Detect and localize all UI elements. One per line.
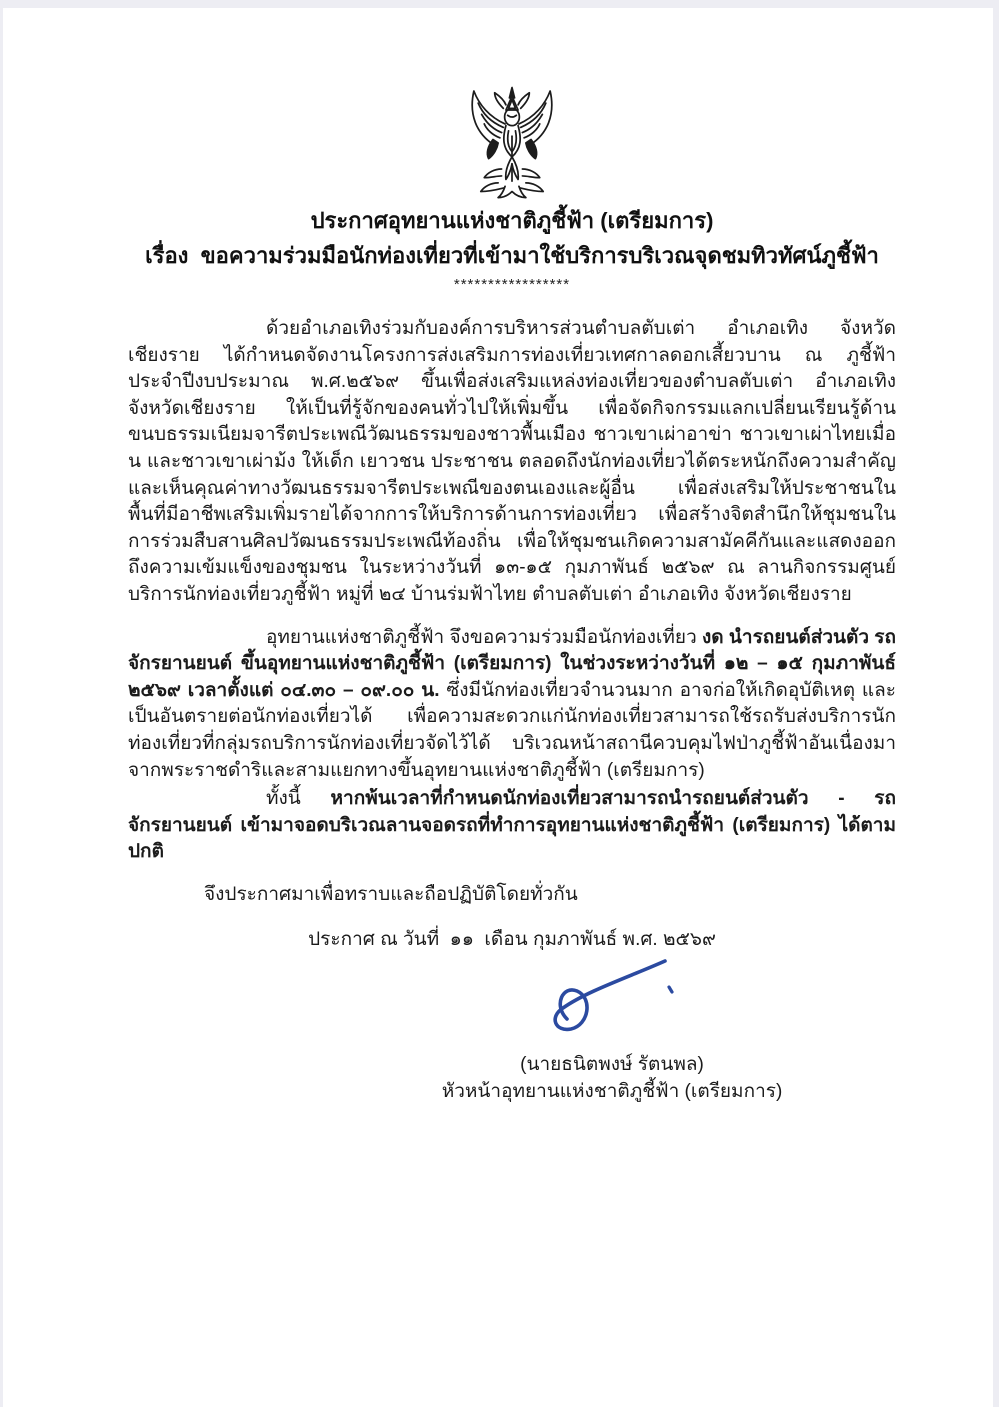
garuda-emblem-icon xyxy=(460,84,564,202)
paragraph-2-lead: อุทยานแห่งชาติภูชี้ฟ้า จึงขอความร่วมมือนักท่องเที่ยว xyxy=(266,626,703,648)
handwritten-signature xyxy=(537,953,687,1049)
asterisk-divider: ***************** xyxy=(453,276,571,293)
paragraph-2-bold: งด นำรถยนต์ส่วนตัว รถจักรยานยนต์ ขึ้นอุทยานแห่งชาติภูชี้ฟ้า (เตรียมการ) ในช่วงระหว่างวันที่ ๑๒ – ๑๕ กุมภาพันธ์ ๒๕๖๙ เวลาตั้งแต่ ๐๔.๓๐ – ๐๙.๐๐ น. xyxy=(128,626,897,701)
paragraph-2-tail: ซึ่งมีนักท่องเที่ยวจำนวนมาก อาจก่อให้เกิดอุบัติเหตุ และเป็นอันตรายต่อนักท่องเที่ยวได้ เพื่อความสะดวกแก่นักท่องเที่ยวสามารถใช้รถรับส่งบริการนักท่องเที่ยวที่กลุ่มรถบริการนักท่องเที่ยวจัดไว้ได้ บริเวณหน้าสถานีควบคุมไฟป่าภูชี้ฟ้าอันเนื่องมาจากพระราชดำริและสามแยกทางขึ้นอุทยานแห่งชาติภูชี้ฟ้า (เตรียมการ) xyxy=(128,679,896,781)
paragraph-background xyxy=(128,316,896,609)
paragraph-exception xyxy=(128,786,896,866)
announcement-page xyxy=(3,8,993,1407)
closing-statement: จึงประกาศมาเพื่อทราบและถือปฏิบัติโดยทั่วกัน xyxy=(204,883,578,905)
paragraph-1-text: ด้วยอำเภอเทิงร่วมกับองค์การบริหารส่วนตำบลตับเต่า อำเภอเทิง จังหวัดเชียงราย ได้กำหนดจัดงานโครงการส่งเสริมการท่องเที่ยวเทศกาลดอกเสี้ยวบาน ณ ภูชี้ฟ้า ประจำปีงบประมาณ พ.ศ.๒๕๖๙ ขึ้นเพื่อส่งเสริมแหล่งท่องเที่ยวของตำบลตับเต่า อำเภอเทิง จังหวัดเชียงราย ให้เป็นที่รู้จักของคนทั่วไปให้เพิ่มขึ้น เพื่อจัดกิจกรรมแลกเปลี่ยนเรียนรู้ด้านขนบธรรมเนียมจารีตประเพณีวัฒนธรรมของชาวพื้นเมือง ชาวเขาเผ่าอาข่า ชาวเขาเผ่าไทยเมื่อน และชาวเขาเผ่าม้ง ให้เด็ก เยาวชน ประชาชน ตลอดถึงนักท่องเที่ยวได้ตระหนักถึงความสำคัญและเห็นคุณค่าทางวัฒนธรรมจารีตประเพณีของตนเองและผู้อื่น เพื่อส่งเสริมให้ประชาชนในพื้นที่มีอาชีพเสริมเพิ่มรายได้จากการให้บริการด้านการท่องเที่ยว เพื่อสร้างจิตสำนึกให้ชุมชนในการร่วมสืบสานศิลปวัฒนธรรมประเพณีท้องถิ่น เพื่อให้ชุมชนเกิดความสามัคคีกันและแสดงออกถึงความเข้มแข็งของชุมชน ในระหว่างวันที่ ๑๓-๑๕ กุมภาพันธ์ ๒๕๖๙ ณ ลานกิจกรรมศูนย์บริการนักท่องเที่ยวภูชี้ฟ้า หมู่ที่ ๒๔ บ้านร่มฟ้าไทย ตำบลตับเต่า อำเภอเทิง จังหวัดเชียงราย xyxy=(128,318,896,605)
announcement-title: ประกาศอุทยานแห่งชาติภูชี้ฟ้า (เตรียมการ) xyxy=(310,208,714,233)
paragraph-request xyxy=(128,625,896,785)
paragraph-3-lead: ทั้งนี้ xyxy=(266,788,331,810)
signer-name: (นายธนิตพงษ์ รัตนพล) xyxy=(520,1054,704,1076)
announcement-subject: เรื่อง ขอความร่วมมือนักท่องเที่ยวที่เข้ามาใช้บริการบริเวณจุดชมทิวทัศน์ภูชี้ฟ้า xyxy=(145,243,879,268)
announcement-date: ประกาศ ณ วันที่ ๑๑ เดือน กุมภาพันธ์ พ.ศ. ๒๕๖๙ xyxy=(308,929,716,951)
signer-position: หัวหน้าอุทยานแห่งชาติภูชี้ฟ้า (เตรียมการ) xyxy=(441,1081,783,1103)
signature-block xyxy=(392,953,832,1106)
paragraph-3-bold: หากพ้นเวลาที่กำหนดนักท่องเที่ยวสามารถนำรถยนต์ส่วนตัว - รถจักรยานยนต์ เข้ามาจอดบริเวณลานจอดรถที่ทำการอุทยานแห่งชาติภูชี้ฟ้า (เตรียมการ) ได้ตามปกติ xyxy=(128,788,896,863)
